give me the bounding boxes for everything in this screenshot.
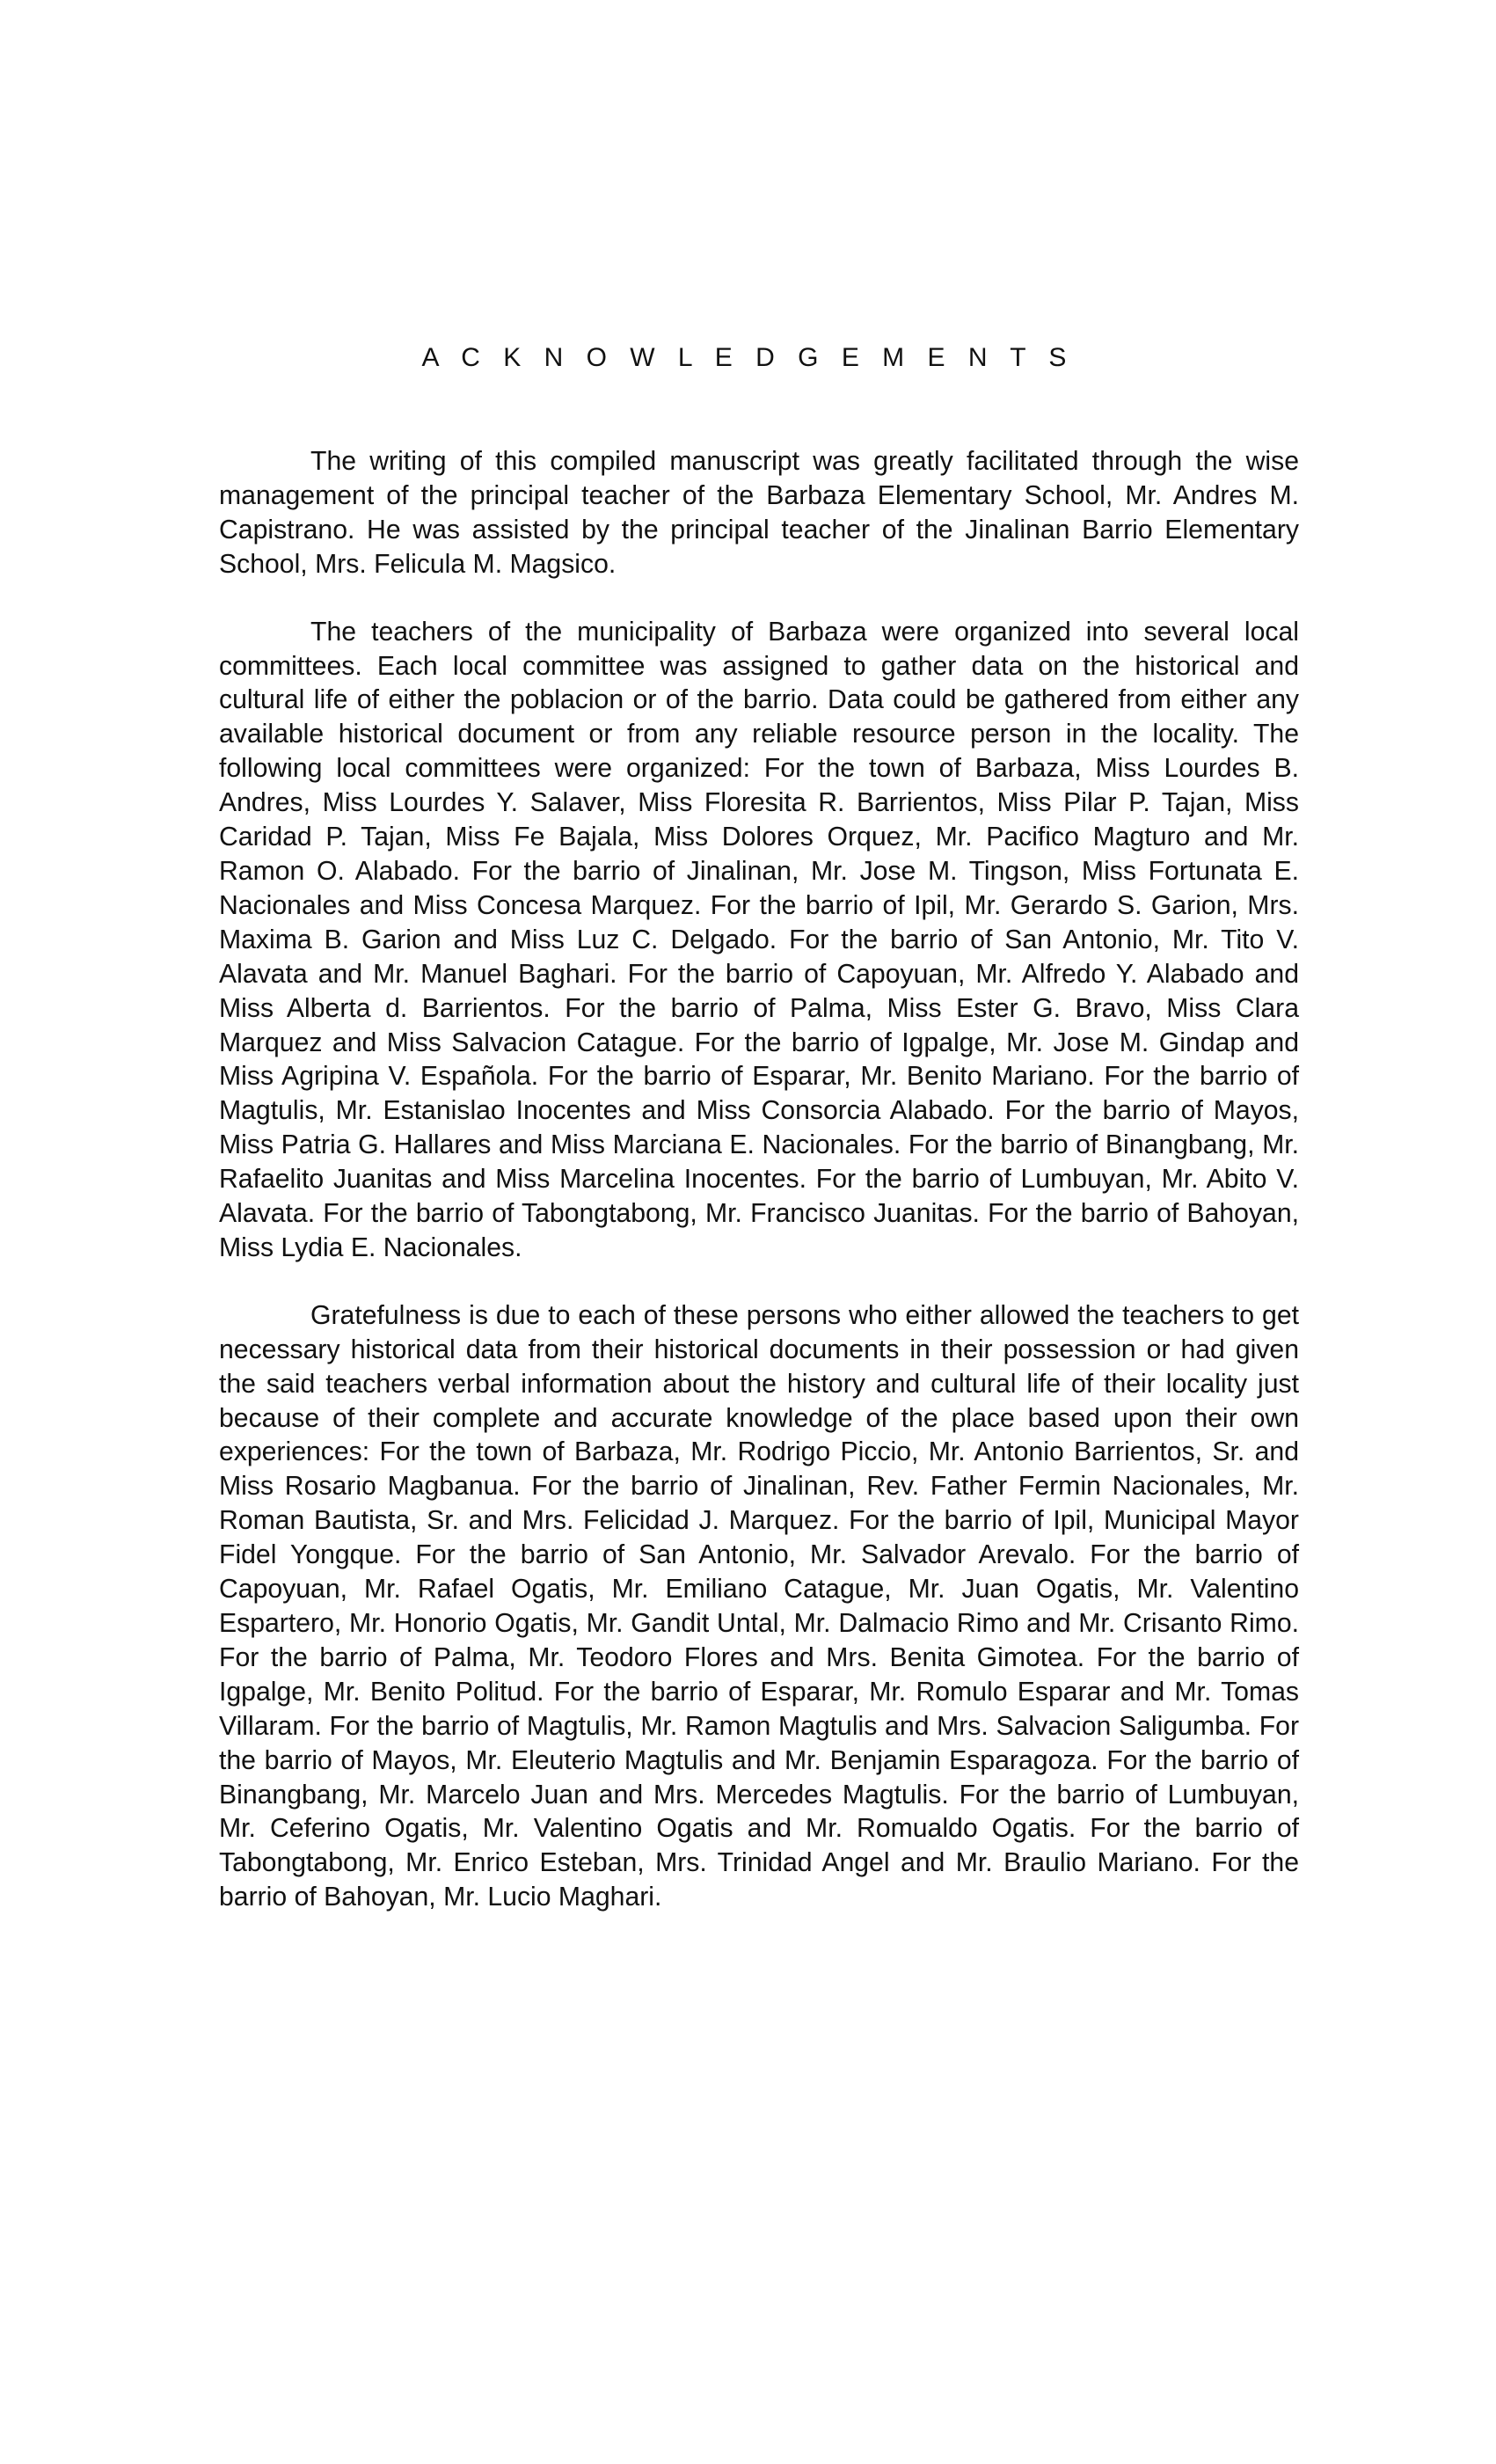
paragraph-local-committees: The teachers of the municipality of Barbaza were organized into several local committees. Each local committee was assigned to gather data on the historical and cultural life of either the poblacion or of the barrio. Data could be gathered from either any available historical document or from any reliable resource person in the locality. The following local committees were organized: For the town of Barbaza, Miss Lourdes B. Andres, Miss Lourdes Y. Salaver, Miss Floresita R. Barrientos, Miss Pilar P. Tajan, Miss Caridad P. Tajan, Miss Fe Bajala, Miss Dolores Orquez, Mr. Pacifico Magturo and Mr. Ramon O. Alabado. For the barrio of Jinalinan, Mr. Jose M. Tingson, Miss Fortunata E. Nacionales and Miss Concesa Marquez. For the barrio of Ipil, Mr. Gerardo S. Garion, Mrs. Maxima B. Garion and Miss Luz C. Delgado. For the barrio of San Antonio, Mr. Tito V. Alavata and Mr. Manuel Baghari. For the barrio of Capoyuan, Mr. Alfredo Y. Alabado and Miss Alberta d. Barrientos. For the barrio of Palma, Miss Ester G. Bravo, Miss Clara Marquez and Miss Salvacion Catague. For the barrio of Igpalge, Mr. Jose M. Gindap and Miss Agripina V. Española. For the barrio of Esparar, Mr. Benito Mariano. For the barrio of Magtulis, Mr. Estanislao Inocentes and Miss Consorcia Alabado. For the barrio of Mayos, Miss Patria G. Hallares and Miss Marciana E. Nacionales. For the barrio of Binangbang, Mr. Rafaelito Juanitas and Miss Marcelina Inocentes. For the barrio of Lumbuyan, Mr. Abito V. Alavata. For the barrio of Tabongtabong, Mr. Francisco Juanitas. For the barrio of Bahoyan, Miss Lydia E. Nacionales. bbox=[219, 617, 1299, 1262]
paragraph-management: The writing of this compiled manuscript was greatly facilitated through the wise management of the principal teacher of the Barbaza Elementary School, Mr. Andres M. Capistrano. He was assisted by the principal teacher of the Jinalinan Barrio Elementary School, Mrs. Felicula M. Magsico. bbox=[219, 447, 1299, 579]
page-title: A C K N O W L E D G E M E N T S bbox=[421, 343, 1075, 372]
document-body bbox=[219, 445, 1299, 1949]
paragraph-gratefulness: Gratefulness is due to each of these persons who either allowed the teachers to get necessary historical data from their historical documents in their possession or had given the said teachers verbal information about the history and cultural life of their locality just because of their complete and accurate knowledge of the place based upon their own experiences: For the town of Barbaza, Mr. Rodrigo Piccio, Mr. Antonio Barrientos, Sr. and Miss Rosario Magbanua. For the barrio of Jinalinan, Rev. Father Fermin Nacionales, Mr. Roman Bautista, Sr. and Mrs. Felicidad J. Marquez. For the barrio of Ipil, Municipal Mayor Fidel Yongque. For the barrio of San Antonio, Mr. Salvador Arevalo. For the barrio of Capoyuan, Mr. Rafael Ogatis, Mr. Emiliano Catague, Mr. Juan Ogatis, Mr. Valentino Espartero, Mr. Honorio Ogatis, Mr. Gandit Untal, Mr. Dalmacio Rimo and Mr. Crisanto Rimo. For the barrio of Palma, Mr. Teodoro Flores and Mrs. Benita Gimotea. For the barrio of Igpalge, Mr. Benito Politud. For the barrio of Esparar, Mr. Romulo Esparar and Mr. Tomas Villaram. For the barrio of Magtulis, Mr. Ramon Magtulis and Mrs. Salvacion Saligumba. For the barrio of Mayos, Mr. Eleuterio Magtulis and Mr. Benjamin Esparagoza. For the barrio of Binangbang, Mr. Marcelo Juan and Mrs. Mercedes Magtulis. For the barrio of Lumbuyan, Mr. Ceferino Ogatis, Mr. Valentino Ogatis and Mr. Romualdo Ogatis. For the barrio of Tabongtabong, Mr. Enrico Esteban, Mrs. Trinidad Angel and Mr. Braulio Mariano. For the barrio of Bahoyan, Mr. Lucio Maghari. bbox=[219, 1300, 1299, 1912]
